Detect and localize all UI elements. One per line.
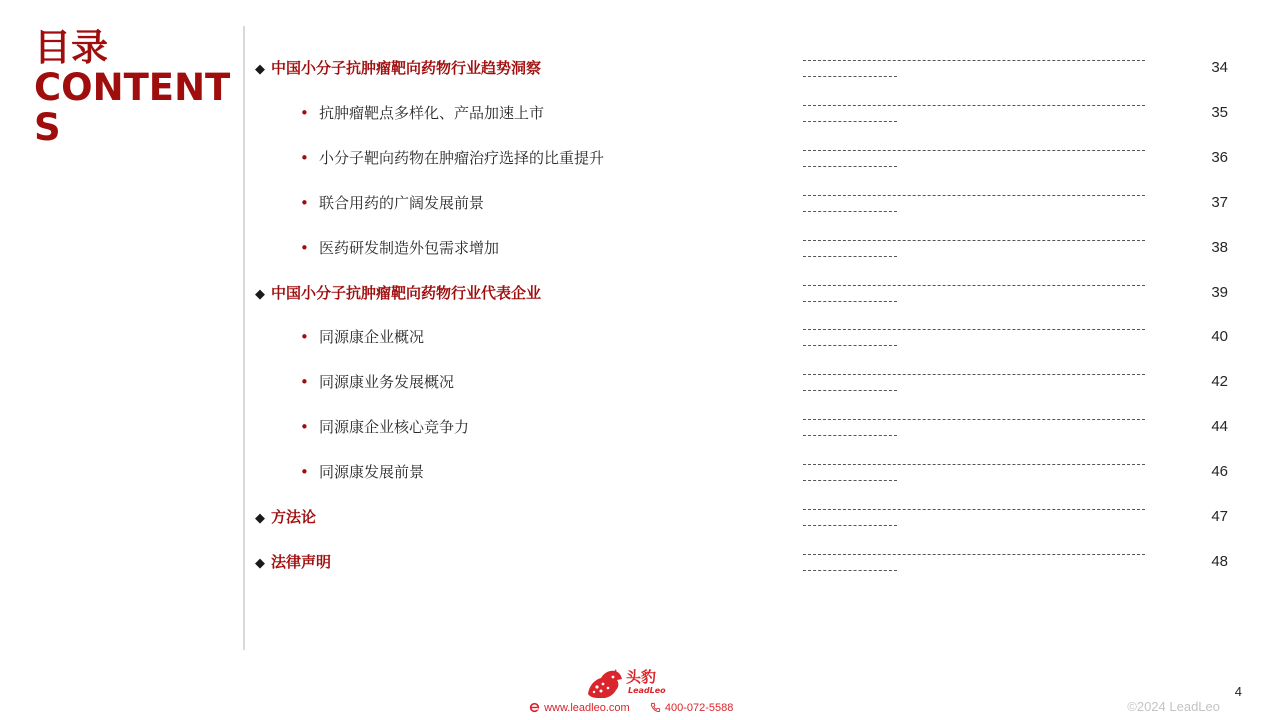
toc-label-text: 中国小分子抗肿瘤靶向药物行业代表企业	[271, 284, 542, 302]
toc-label	[300, 412, 469, 442]
toc-label	[300, 143, 604, 173]
dotted-leader	[803, 147, 1145, 169]
toc-label-text: 法律声明	[271, 553, 332, 571]
toc-page-number: 40	[1211, 328, 1228, 345]
dotted-leader	[803, 551, 1145, 573]
toc-label-text: 同源康企业概况	[319, 328, 425, 346]
page-title-line: 目录	[34, 26, 108, 69]
toc-page-number: 36	[1211, 149, 1228, 166]
toc-entry-row[interactable]	[0, 233, 1280, 263]
toc-label	[255, 547, 331, 577]
toc-label-text: 中国小分子抗肿瘤靶向药物行业趋势洞察	[271, 59, 542, 77]
toc-page-number: 37	[1211, 194, 1228, 211]
toc-section-row[interactable]	[0, 547, 1280, 577]
dot-bullet-icon: •	[300, 463, 309, 481]
dot-bullet-icon: •	[300, 104, 309, 122]
toc-entry-row[interactable]	[0, 367, 1280, 397]
dot-bullet-icon: •	[300, 328, 309, 346]
logo-text: 头豹	[626, 668, 657, 686]
toc-label	[255, 278, 541, 308]
website-text: www.leadleo.com	[544, 702, 630, 714]
phone-contact[interactable]	[650, 701, 734, 715]
leopard-logo-icon	[586, 668, 624, 700]
toc-label-text: 联合用药的广阔发展前景	[319, 194, 485, 212]
page-title-line: S	[34, 106, 61, 149]
dot-bullet-icon: •	[300, 418, 309, 436]
page-title-line: CONTENT	[34, 66, 231, 109]
browser-e-icon	[529, 702, 544, 714]
toc-page-number: 38	[1211, 239, 1228, 256]
toc-page-number: 44	[1211, 418, 1228, 435]
copyright-text: ©2024 LeadLeo	[1127, 699, 1220, 714]
dotted-leader	[803, 237, 1145, 259]
dot-bullet-icon: •	[300, 239, 309, 257]
toc-label-text: 同源康企业核心竞争力	[319, 418, 470, 436]
toc-entry-row[interactable]	[0, 143, 1280, 173]
toc-entry-row[interactable]	[0, 322, 1280, 352]
logo-subtext: LeadLeo	[628, 686, 666, 695]
dot-bullet-icon: •	[300, 373, 309, 391]
toc-label	[300, 188, 484, 218]
phone-icon	[650, 702, 665, 714]
toc-page-number: 46	[1211, 463, 1228, 480]
dotted-leader	[803, 461, 1145, 483]
toc-label-text: 同源康业务发展概况	[319, 373, 455, 391]
toc-label	[300, 322, 424, 352]
toc-label-text: 小分子靶向药物在肿瘤治疗选择的比重提升	[319, 149, 605, 167]
diamond-bullet-icon: ◆	[255, 556, 265, 571]
dotted-leader	[803, 371, 1145, 393]
footer-contact	[529, 701, 733, 715]
dotted-leader	[803, 57, 1145, 79]
toc-label	[300, 457, 424, 487]
leadleo-logo	[586, 668, 666, 700]
toc-entry-row[interactable]	[0, 412, 1280, 442]
toc-label-text: 方法论	[271, 508, 317, 526]
toc-section-row[interactable]	[0, 278, 1280, 308]
toc-entry-row[interactable]	[0, 457, 1280, 487]
page-number: 4	[1234, 684, 1242, 699]
toc-page-number: 42	[1211, 373, 1228, 390]
toc-page-number: 35	[1211, 104, 1228, 121]
toc-entry-row[interactable]	[0, 188, 1280, 218]
diamond-bullet-icon: ◆	[255, 511, 265, 526]
toc-label	[255, 502, 316, 532]
dotted-leader	[803, 416, 1145, 438]
dotted-leader	[803, 102, 1145, 124]
toc-label	[255, 53, 541, 83]
website-link[interactable]	[529, 701, 630, 715]
toc-label-text: 同源康发展前景	[319, 463, 425, 481]
toc-label-text: 医药研发制造外包需求增加	[319, 239, 500, 257]
toc-page-number: 39	[1211, 284, 1228, 301]
toc-page-number: 34	[1211, 59, 1228, 76]
toc-section-row[interactable]	[0, 502, 1280, 532]
toc-section-row[interactable]	[0, 53, 1280, 83]
dot-bullet-icon: •	[300, 149, 309, 167]
toc-label	[300, 98, 544, 128]
dotted-leader	[803, 506, 1145, 528]
toc-entry-row[interactable]	[0, 98, 1280, 128]
page-title	[34, 28, 234, 148]
toc-page-number: 47	[1211, 508, 1228, 525]
diamond-bullet-icon: ◆	[255, 287, 265, 302]
phone-text: 400-072-5588	[664, 702, 734, 714]
diamond-bullet-icon: ◆	[255, 62, 265, 77]
toc-page-number: 48	[1211, 553, 1228, 570]
toc-label	[300, 233, 499, 263]
toc-label	[300, 367, 454, 397]
dot-bullet-icon: •	[300, 194, 309, 212]
dotted-leader	[803, 282, 1145, 304]
dotted-leader	[803, 326, 1145, 348]
dotted-leader	[803, 192, 1145, 214]
toc-label-text: 抗肿瘤靶点多样化、产品加速上市	[319, 104, 545, 122]
